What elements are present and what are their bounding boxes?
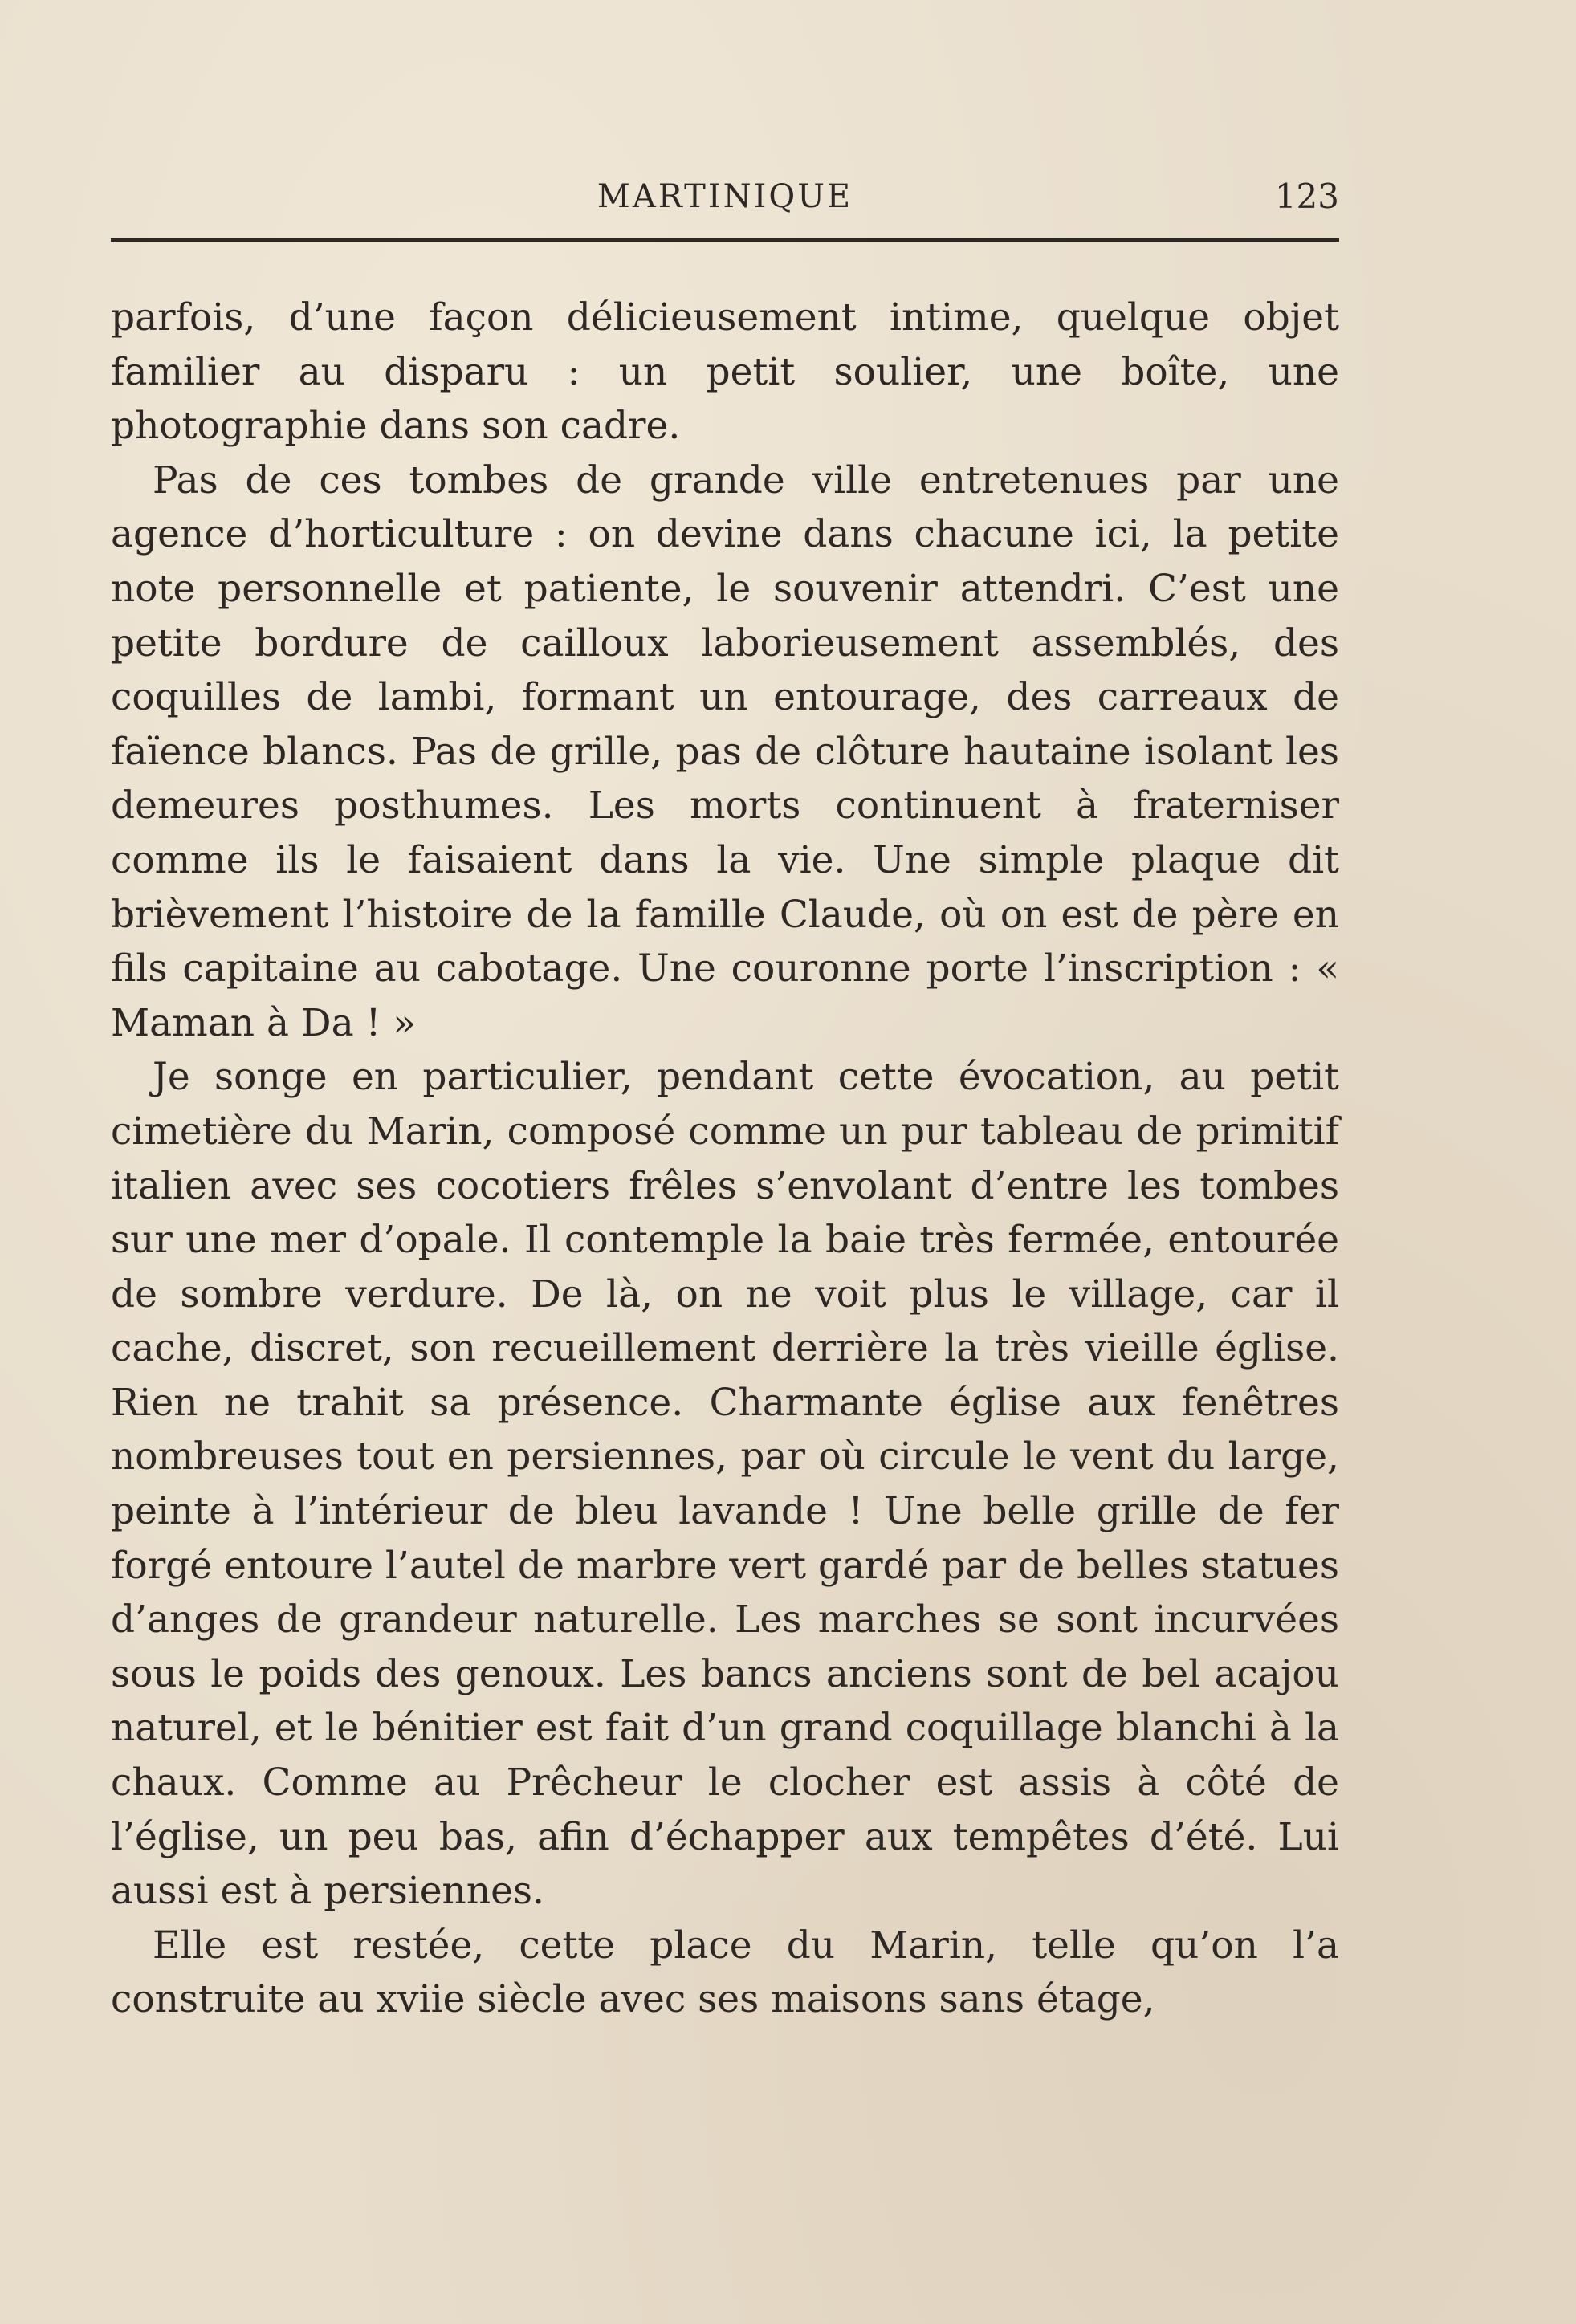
page-number: 123 — [1274, 177, 1339, 216]
body-text — [111, 291, 1339, 2027]
paragraph-continued: parfois, d’une façon délicieusement intime, quelque objet familier au disparu : un petit soulier, une boîte, une photographie dans son cadre. — [111, 295, 1339, 449]
paragraph-cimetiere-marin: Je songe en particulier, pendant cette évocation, au petit cimetière du Marin, composé comme un pur tableau de primitif italien avec ses cocotiers frêles s’envolant d’entre les tombes sur une mer d’opale. Il contemple la baie très fermée, entourée de sombre verdure. De là, on ne voit plus le village, car il cache, discret, son recueillement derrière la très vieille église. Rien ne trahit sa présence. Charmante église aux fenêtres nombreuses tout en persiennes, par où circule le vent du large, peinte à l’intérieur de bleu lavande ! Une belle grille de fer forgé entoure l’autel de marbre vert gardé par de belles statues d’anges de grandeur naturelle. Les marches se sont incurvées sous le poids des genoux. Les bancs anciens sont de bel acajou naturel, et le bénitier est fait d’un grand coquillage blanchi à la chaux. Comme au Prêcheur le clocher est assis à côté de l’église, un peu bas, afin d’échapper aux tempêtes d’été. Lui aussi est à persiennes. — [111, 1055, 1339, 1914]
running-head: MARTINIQUE — [597, 178, 853, 215]
page-header — [111, 173, 1339, 221]
header-rule — [111, 238, 1339, 242]
paragraph-place-marin: Elle est restée, cette place du Marin, telle qu’on l’a construite au xviie siècle avec ses maisons sans étage, — [111, 1923, 1339, 2022]
paragraph-tombes: Pas de ces tombes de grande ville entretenues par une agence d’horticulture : on devine dans chacune ici, la petite note personnelle et patiente, le souvenir attendri. C’est une petite bordure de cailloux laborieusement assemblés, des coquilles de lambi, formant un entourage, des carreaux de faïence blancs. Pas de grille, pas de clôture hautaine isolant les demeures posthumes. Les morts continuent à fraterniser comme ils le faisaient dans la vie. Une simple plaque dit brièvement l’histoire de la famille Claude, où on est de père en fils capitaine au cabotage. Une couronne porte l’inscription : « Maman à Da ! » — [111, 458, 1339, 1045]
